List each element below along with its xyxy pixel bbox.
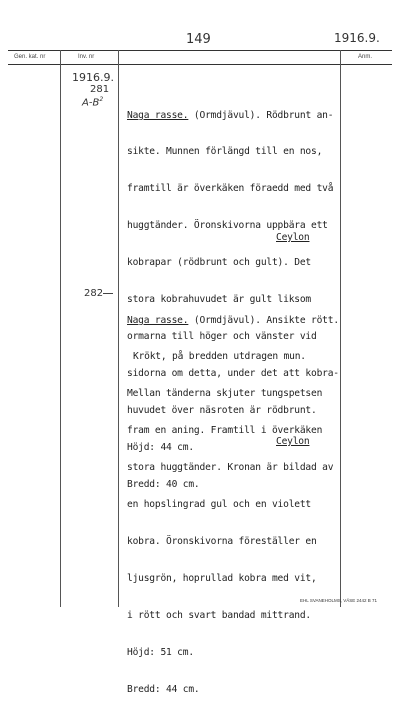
- height-line: Höjd: 51 cm.: [127, 646, 194, 658]
- entry-number: [84, 288, 113, 299]
- description-line: en hopslingrad gul och en violett: [127, 499, 312, 511]
- column-rule-2: [118, 50, 119, 607]
- entry-282-text: [127, 290, 339, 708]
- description-line: fram en aning. Framtill i överkäken: [127, 425, 323, 437]
- entry-282-origin: Ceylon: [276, 436, 310, 447]
- number-dash: [103, 293, 113, 294]
- year-header: 1916.9.: [334, 31, 380, 45]
- width-line: Bredd: 40 cm.: [127, 478, 200, 490]
- handwritten-note-sup: 2: [99, 96, 104, 103]
- description-line: i rött och svart bandad mittrand.: [127, 609, 312, 621]
- handwritten-note: [82, 96, 103, 108]
- entry-281-first-line-rest: (Ormdjävul). Rödbrunt an-: [188, 109, 334, 121]
- description-line: huvudet över näsroten är rödbrunt.: [127, 404, 317, 416]
- description-line: framtill är överkäken föraedd med två: [127, 183, 334, 195]
- description-line: sidorna om detta, under det att kobra-: [127, 367, 339, 379]
- entry-282-first-line-rest: (Ormdjävul). Ansikte rött.: [188, 314, 339, 326]
- description-line: stora huggtänder. Kronan är bildad av: [127, 462, 334, 474]
- header-top-rule: [8, 50, 392, 51]
- width-line: Bredd: 44 cm.: [127, 683, 200, 695]
- description-line: Krökt, på bredden utdragen mun.: [133, 351, 306, 363]
- description-line: sikte. Munnen förlängd till en nos,: [127, 146, 323, 158]
- footer-print-mark: EHL SVANEHOLMS, VÄSE 2442 B 71: [300, 598, 378, 603]
- column-header-gen-kat: Gen. kat. nr: [14, 54, 46, 60]
- entry-281-title: Naga rasse.: [127, 109, 189, 121]
- entry-281-first-line: [127, 110, 339, 122]
- description-line: stora kobrahuvudet är gult liksom: [127, 294, 312, 306]
- entry-number-text: 282: [84, 288, 104, 299]
- description-line: ormarna till höger och vänster vid: [127, 330, 317, 342]
- description-line: kobrapar (rödbrunt och gult). Det: [127, 257, 312, 269]
- entry-year: 1916.9.: [72, 71, 114, 84]
- description-line: ljusgrön, hoprullad kobra med vit,: [127, 572, 317, 584]
- entry-282-title: Naga rasse.: [127, 314, 189, 326]
- page-number: 149: [186, 32, 211, 47]
- header-bottom-rule: [8, 64, 392, 65]
- description-line: huggtänder. Öronskivorna uppbära ett: [127, 220, 328, 232]
- entry-282-first-line: [127, 315, 339, 327]
- column-header-inv: Inv. nr: [78, 54, 95, 60]
- height-line: Höjd: 44 cm.: [127, 441, 194, 453]
- column-rule-1: [60, 50, 61, 607]
- column-header-anm: Anm.: [358, 54, 373, 60]
- description-line: Mellan tänderna skjuter tungspetsen: [127, 388, 323, 400]
- description-line: kobra. Öronskivorna föreställer en: [127, 535, 317, 547]
- entry-281-origin: Ceylon: [276, 232, 310, 243]
- column-rule-3: [340, 50, 341, 607]
- handwritten-note-text: A-B: [82, 97, 100, 109]
- entry-number: 281: [90, 84, 110, 95]
